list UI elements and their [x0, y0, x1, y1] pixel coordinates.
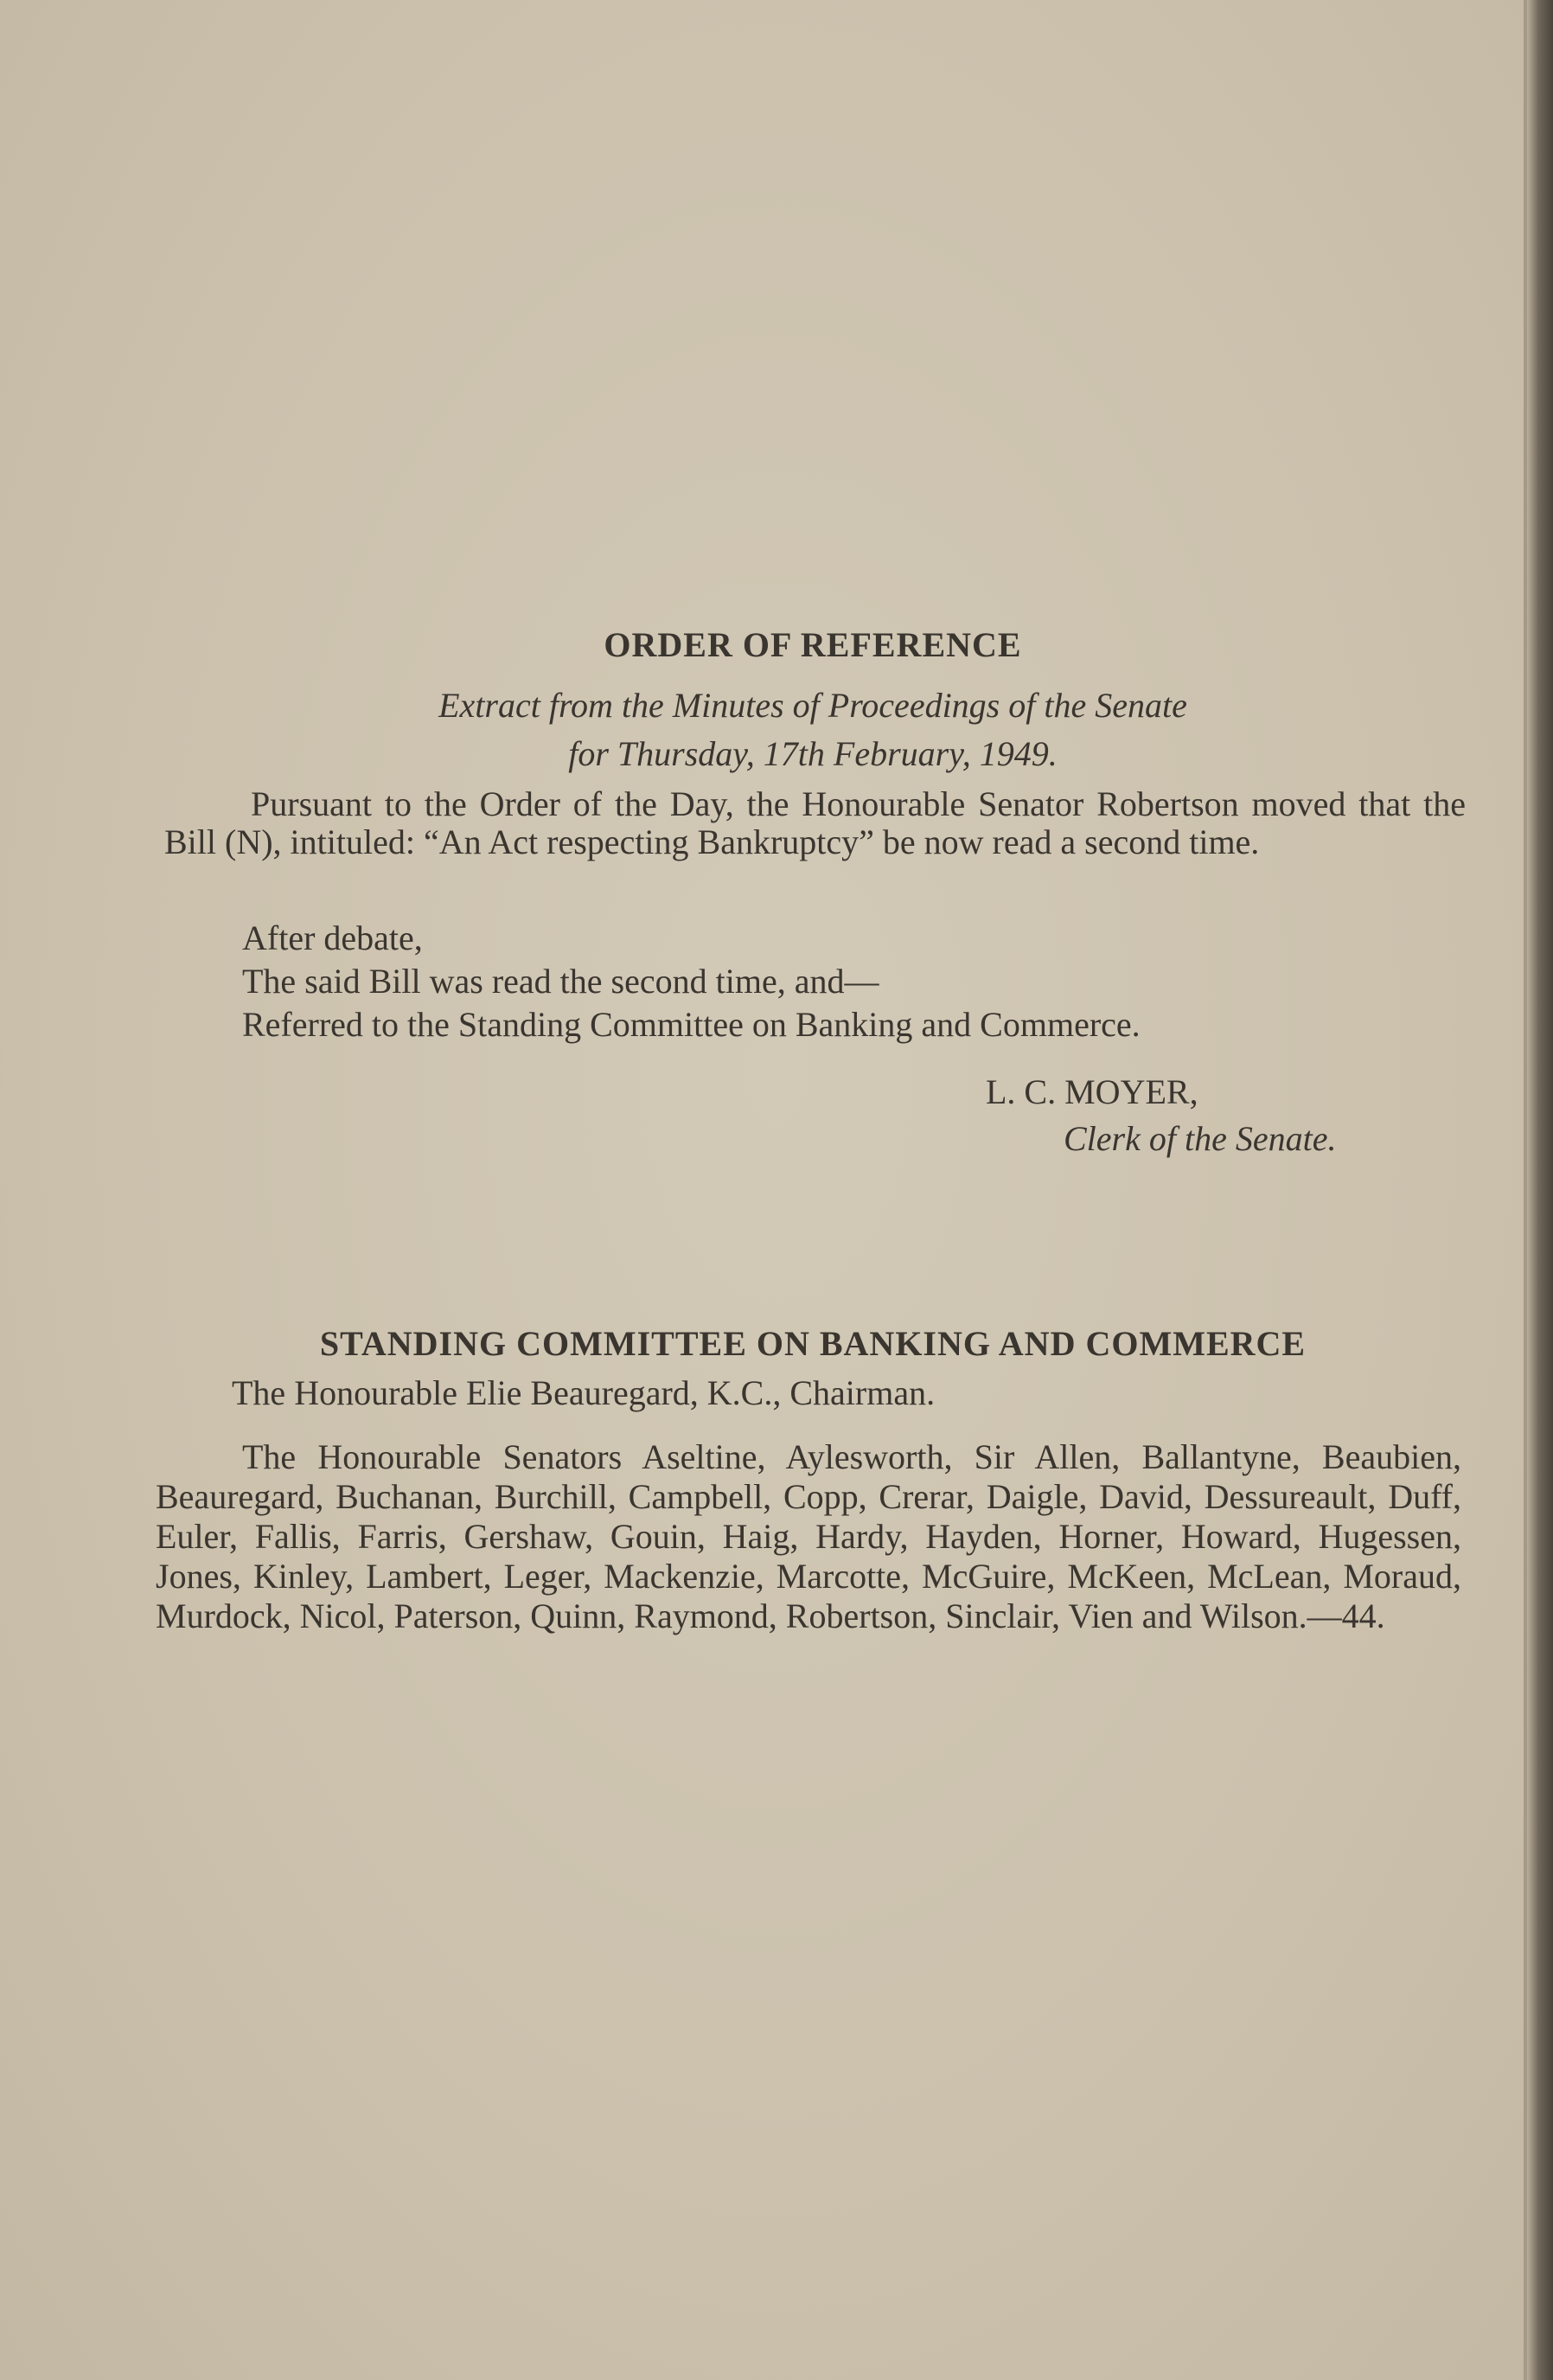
committee-heading: STANDING COMMITTEE ON BANKING AND COMMERCE [319, 1324, 1307, 1363]
extract-line-1: Extract from the Minutes of Proceedings of the Senate [438, 686, 1187, 725]
order-of-reference-heading: ORDER OF REFERENCE [604, 625, 1022, 664]
extract-header [156, 681, 1470, 778]
committee-chairman: The Honourable Elie Beauregard, K.C., Chairman. [232, 1373, 936, 1412]
motion-block [164, 785, 1466, 861]
page-binding-edge [1527, 0, 1553, 2380]
second-reading-line: The said Bill was read the second time, and— [242, 962, 879, 1001]
signatory-name: L. C. MOYER, [986, 1072, 1198, 1111]
motion-paragraph: Pursuant to the Order of the Day, the Honourable Senator Robertson moved that the Bill (N), intituled: “An Act respecting Bankruptcy” be now read a second time. [164, 784, 1466, 861]
signatory-title: Clerk of the Senate. [1064, 1119, 1337, 1158]
committee-members: The Honourable Senators Aseltine, Aylesworth, Sir Allen, Ballantyne, Beaubien, Beauregard, Buchanan, Burchill, Campbell, Copp, Crerar, Daigle, David, Dessureault, Duff, Euler, Fallis, Farris, Gershaw, Gouin, Haig, Hardy, Hayden, Horner, Howard, Hugessen, Jones, Kinley, Lambert, Leger, Mackenzie, Marcotte, McGuire, McKeen, McLean, Moraud, Murdock, Nicol, Paterson, Quinn, Raymond, Robertson, Sinclair, Vien and Wilson.—44. [156, 1437, 1461, 1635]
after-debate-line: After debate, [242, 918, 423, 957]
committee-members-block [156, 1437, 1461, 1636]
proceedings-block [156, 917, 1470, 1046]
referred-line: Referred to the Standing Committee on Banking and Commerce. [242, 1005, 1141, 1044]
extract-line-2: for Thursday, 17th February, 1949. [568, 734, 1058, 773]
